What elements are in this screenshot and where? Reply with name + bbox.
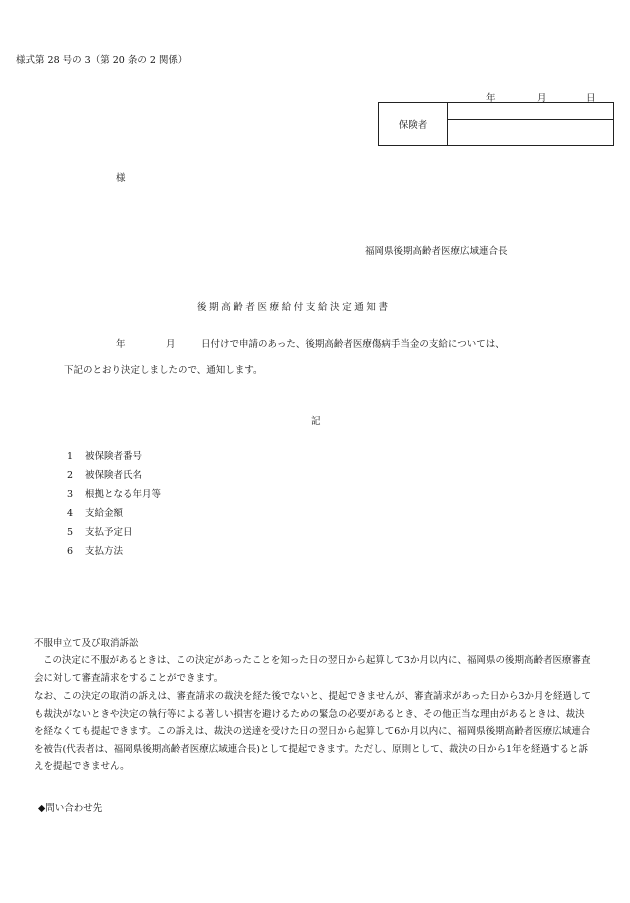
- item-label: 支払予定日: [85, 527, 133, 538]
- insurer-label: 保険者: [398, 120, 428, 131]
- item-label: 根拠となる年月等: [85, 489, 162, 500]
- item-label: 支払方法: [85, 546, 124, 557]
- contact-heading: ◆問い合わせ先: [38, 803, 103, 814]
- item-number: 1: [67, 451, 74, 462]
- appeal-notice-paragraph-2: なお、この決定の取消の訴えは、審査請求の裁決を経た後でないと、提起できませんが、審査請求があった日から3か月を経過しても裁決がないときや決定の執行等による著しい損害を避けるための緊急の必要があるとき、その他正当な理由があるときは、裁決を経なくても提起できます。この訴えは、裁決の送達を受けた日の翌日から起算して6か月以内に、福岡県後期高齢者医療広域連合を被告(代表者は、福岡県後期高齢者医療広域連合長)として提起できます。ただし、原則として、裁決の日から1年を経過すると訴えを提起できません。: [34, 691, 591, 772]
- item-number: 2: [67, 470, 74, 481]
- item-number: 5: [67, 527, 74, 538]
- sender-name: 福岡県後期高齢者医療広域連合長: [365, 246, 508, 257]
- item-number: 4: [67, 508, 74, 519]
- body-text-line1: 日付けで申請のあった、後期高齢者医療傷病手当金の支給については、: [201, 339, 505, 350]
- item-label: 被保険者氏名: [85, 470, 143, 481]
- appeal-notice-heading: 不服申立て及び取消訴訟: [34, 638, 139, 649]
- insurer-box: [378, 102, 614, 146]
- list-item: [67, 467, 142, 481]
- date-month-label: 月: [537, 93, 547, 104]
- addressee-suffix: 様: [116, 173, 126, 184]
- date-day-label: 日: [586, 93, 596, 104]
- form-number: 様式第 28 号の 3（第 20 条の 2 関係）: [16, 55, 188, 66]
- item-number: 6: [67, 546, 74, 557]
- document-title: 後期高齢者医療給付支給決定通知書: [197, 302, 391, 313]
- insurer-label-cell: [379, 103, 448, 145]
- item-label: 支給金額: [85, 508, 124, 519]
- appeal-notice-paragraph-1: この決定に不服があるときは、この決定があったことを知った日の翌日から起算して3か月以内に、福岡県の後期高齢者医療審査会に対して審査請求をすることができます。: [34, 655, 591, 684]
- list-item: [67, 505, 123, 519]
- list-item: [67, 486, 161, 500]
- list-item: [67, 524, 133, 538]
- body-text-line2: 下記のとおり決定しましたので、通知します。: [64, 365, 263, 376]
- list-item: [67, 448, 142, 462]
- insurer-box-divider: [447, 119, 613, 120]
- application-month-label: 月: [166, 339, 176, 350]
- item-label: 被保険者番号: [85, 451, 143, 462]
- ki-heading: 記: [311, 416, 321, 427]
- application-year-label: 年: [116, 339, 126, 350]
- item-number: 3: [67, 489, 74, 500]
- date-year-label: 年: [486, 93, 496, 104]
- list-item: [67, 543, 123, 557]
